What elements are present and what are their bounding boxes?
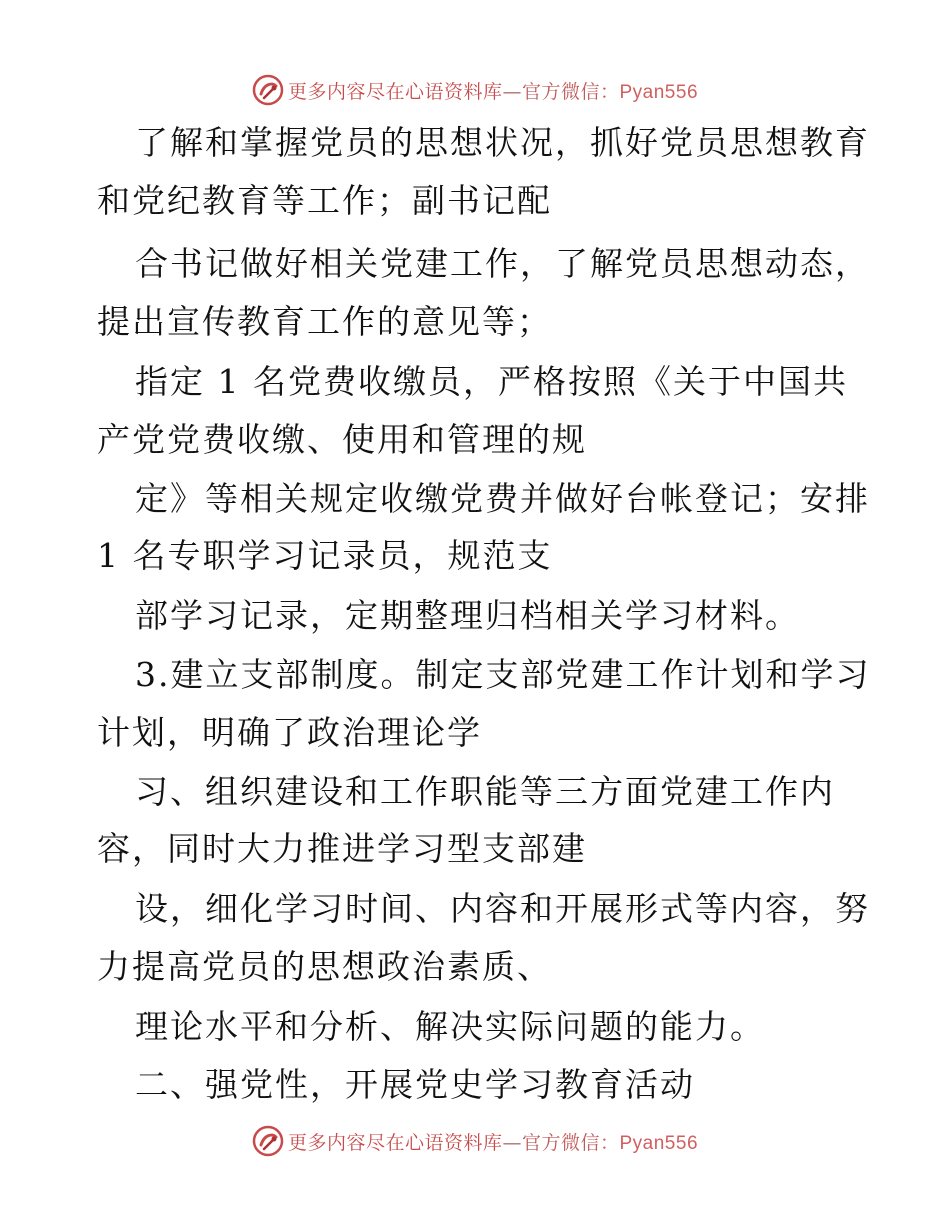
text-line: 容，同时大力推进学习型支部建 bbox=[97, 829, 587, 868]
text-line: 提出宣传教育工作的意见等； bbox=[97, 302, 552, 341]
footer-watermark bbox=[0, 1121, 950, 1161]
text-line: 指定 1 名党费收缴员，严格按照《关于中国共 bbox=[135, 362, 848, 401]
text-line: 产党党费收缴、使用和管理的规 bbox=[97, 420, 587, 459]
watermark-text bbox=[288, 77, 698, 104]
banner-dash: — bbox=[502, 80, 522, 103]
text-line: 3.建立支部制度。制定支部党建工作计划和学习 bbox=[135, 655, 871, 694]
section-heading: 二、强党性，开展党史学习教育活动 bbox=[135, 1065, 695, 1104]
brand-text: 更多内容尽在心语资料库 bbox=[287, 80, 503, 103]
text-line: 计划，明确了政治理论学 bbox=[97, 713, 482, 752]
text-line: 设，细化学习时间、内容和开展形式等内容，努 bbox=[135, 889, 870, 928]
logo-icon bbox=[252, 1125, 284, 1157]
brand-text: 更多内容尽在心语资料库 bbox=[287, 1131, 503, 1154]
text-line: 习、组织建设和工作职能等三方面党建工作内 bbox=[135, 772, 835, 811]
text-line: 合书记做好相关党建工作，了解党员思想动态， bbox=[135, 244, 870, 283]
banner-dash: — bbox=[502, 1131, 522, 1154]
official-wechat-label: 官方微信： bbox=[521, 80, 620, 103]
official-wechat-label: 官方微信： bbox=[521, 1131, 620, 1154]
logo-icon bbox=[252, 74, 284, 106]
text-line: 和党纪教育等工作；副书记配 bbox=[97, 181, 552, 220]
text-line: 部学习记录，定期整理归档相关学习材料。 bbox=[135, 596, 800, 635]
header-watermark bbox=[0, 70, 950, 110]
wechat-id: Pyan556 bbox=[619, 81, 699, 103]
text-line: 了解和掌握党员的思想状况，抓好党员思想教育 bbox=[135, 123, 870, 162]
text-line: 定》等相关规定收缴党费并做好台帐登记；安排 bbox=[135, 479, 870, 518]
text-line: 力提高党员的思想政治素质、 bbox=[97, 947, 552, 986]
watermark-text bbox=[288, 1128, 698, 1155]
wechat-id: Pyan556 bbox=[619, 1132, 699, 1154]
text-line: 理论水平和分析、解决实际问题的能力。 bbox=[135, 1007, 765, 1046]
text-line: 1 名专职学习记录员，规范支 bbox=[97, 536, 553, 575]
